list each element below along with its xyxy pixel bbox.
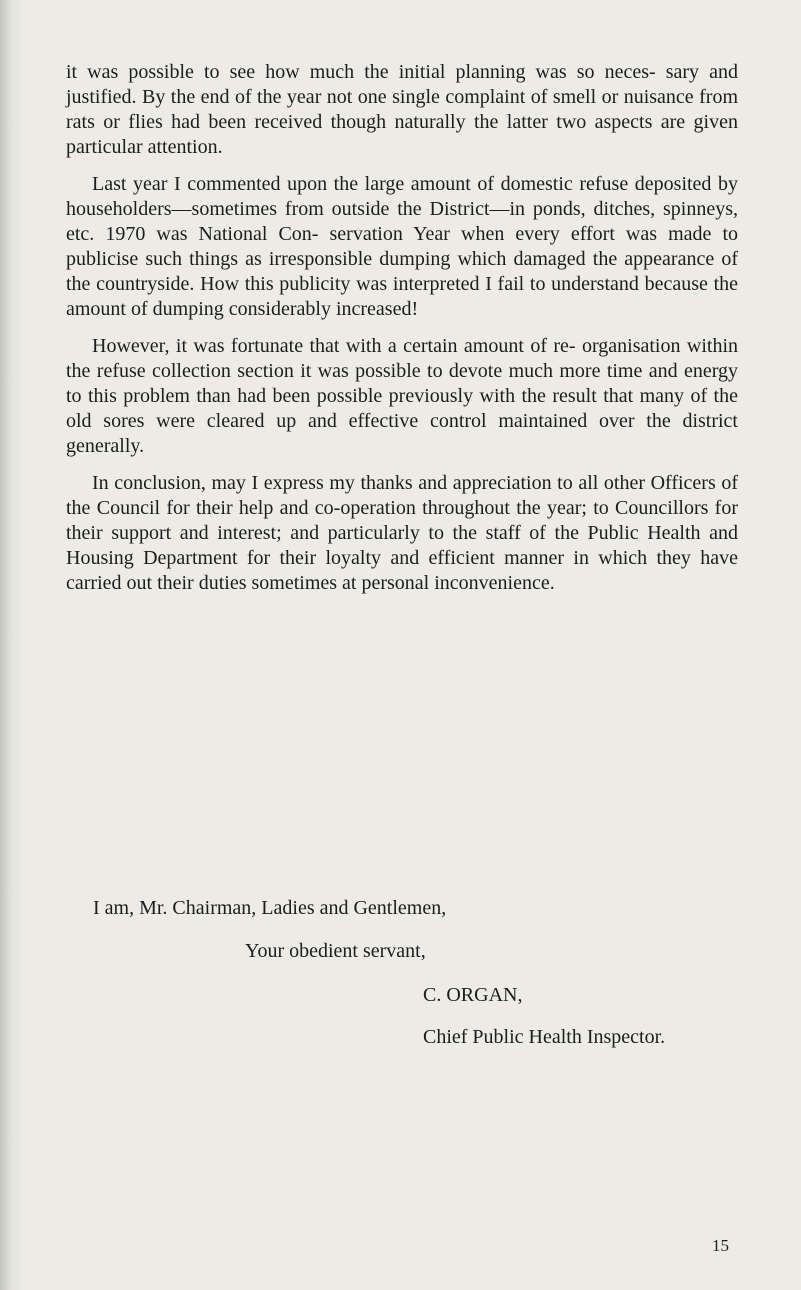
salutation: I am, Mr. Chairman, Ladies and Gentlemen, <box>93 897 447 919</box>
paragraph-planning: it was possible to see how much the initial planning was so neces- sary and justified. By the end of the year not one single complaint of smell or nuisance from rats or flies had been received though naturally the latter two aspects are given particular attention. <box>66 61 738 158</box>
signatory-name: C. ORGAN, <box>423 984 523 1006</box>
page-number: 15 <box>712 1236 729 1255</box>
paragraph-conclusion: In conclusion, may I express my thanks and appreciation to all other Officers of the Council for their help and co-operation throughout the year; to Councillors for their support and interest; and particularly to the staff of the Public Health and Housing Department for their loyalty and efficient manner in which they have carried out their duties sometimes at personal inconvenience. <box>66 472 738 594</box>
signatory-title: Chief Public Health Inspector. <box>423 1026 666 1048</box>
paragraph-reorganisation: However, it was fortunate that with a certain amount of re- organisation within the refuse collection section it was possible to devote much more time and energy to this problem than had been possible previously with the result that many of the old sores were cleared up and effective control maintained over the district generally. <box>66 335 738 457</box>
valediction: Your obedient servant, <box>245 940 426 962</box>
report-body <box>66 60 738 608</box>
paragraph-domestic-refuse: Last year I commented upon the large amount of domestic refuse deposited by householders—sometimes from outside the District—in ponds, ditches, spinneys, etc. 1970 was National Con- servation Year when every effort was made to publicise such things as irresponsible dumping which damaged the appearance of the countryside. How this publicity was interpreted I fail to understand because the amount of dumping considerably increased! <box>66 173 738 320</box>
